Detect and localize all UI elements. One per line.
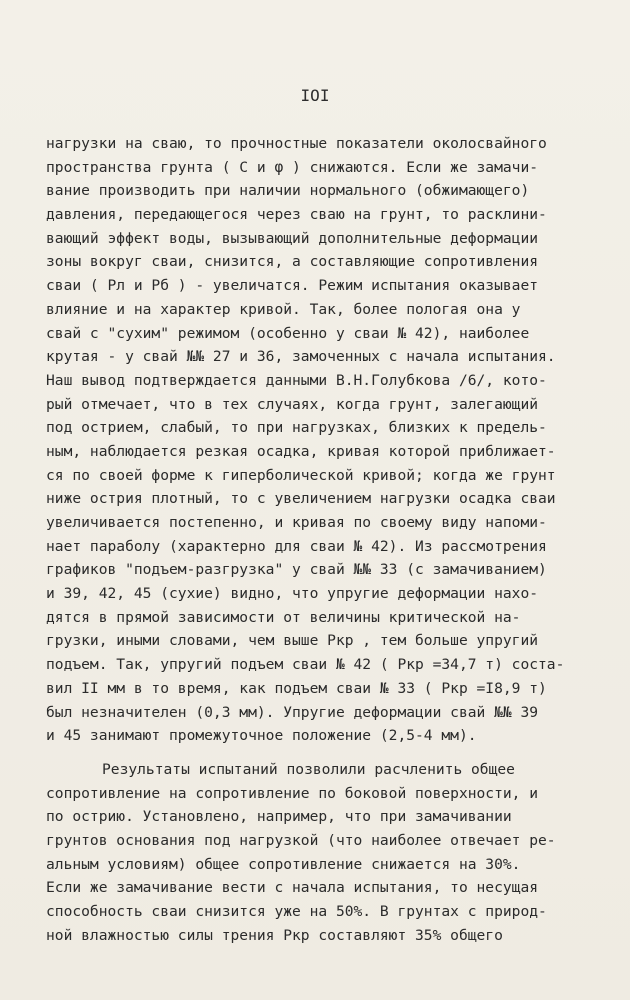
text-line: ся по своей форме к гиперболической кривой; когда же грунт — [46, 466, 556, 484]
text-line: увеличивается постепенно, и кривая по своему виду напоми- — [46, 514, 547, 531]
text-line: по острию. Установлено, например, что при замачивании — [46, 808, 512, 826]
text-line: подъем. Так, упругий подъем сваи № 42 ( Pкр =34,7 т) соста- — [46, 656, 565, 674]
text-line: рый отмечает, что в тех случаях, когда грунт, залегающий — [46, 395, 539, 413]
text-line: ниже острия плотный, то с увеличением нагрузки осадка сваи — [46, 490, 556, 508]
text-line: дятся в прямой зависимости от величины критической на- — [46, 608, 521, 626]
text-line: нает параболу (характерно для сваи № 42). Из рассмотрения — [46, 537, 547, 555]
text-line: Если же замачивание вести с начала испытания, то несущая — [46, 879, 539, 897]
text-line: ным, наблюдается резкая осадка, кривая которой приближает- — [46, 442, 556, 460]
text-line: пространства грунта ( C и φ ) снижаются. Если же замачи- — [46, 158, 539, 176]
text-line: вил II мм в то время, как подъем сваи № 33 ( Pкр =I8,9 т) — [46, 679, 547, 697]
text-line: ной влажностью силы трения Pкр составляют 35% общего — [46, 926, 503, 944]
text-line: сопротивление на сопротивление по боковой поверхности, и — [46, 784, 539, 802]
text-line: зоны вокруг сваи, снизится, а составляющие сопротивления — [46, 253, 539, 271]
text-line: Результаты испытаний позволили расчленить общее — [102, 760, 515, 778]
page-number: IOI — [300, 86, 330, 105]
text-line: крутая - у свай №№ 27 и 36, замоченных с начала испытания. — [46, 348, 556, 366]
body-text — [46, 132, 586, 947]
text-line: давления, передающегося через сваю на грунт, то расклини- — [46, 206, 547, 224]
text-line: грунтов основания под нагрузкой (что наиболее отвечает ре- — [46, 831, 556, 849]
paragraph-gap — [46, 748, 586, 758]
text-line: вающий эффект воды, вызывающий дополнительные деформации — [46, 229, 539, 247]
text-line: и 39, 42, 45 (сухие) видно, что упругие деформации нахо- — [46, 585, 539, 603]
text-line: был незначителен (0,3 мм). Упругие деформации свай №№ 39 — [46, 703, 539, 721]
text-line: Наш вывод подтверждается данными В.Н.Голубкова /6/, кото- — [46, 371, 547, 389]
text-line: свай с "сухим" режимом (особенно у сваи № 42), наиболее — [46, 324, 530, 342]
text-line: сваи ( Pл и Pб ) - увеличатся. Режим испытания оказывает — [46, 277, 539, 295]
text-line: и 45 занимают промежуточное положение (2,5-4 мм). — [46, 727, 477, 745]
text-line: способность сваи снизится уже на 50%. В грунтах с природ- — [46, 903, 547, 920]
text-line: альным условиям) общее сопротивление снижается на 30%. — [46, 855, 521, 873]
text-line: графиков "подъем-разгрузка" у свай №№ 33 (с замачиванием) — [46, 561, 547, 579]
text-line: вание производить при наличии нормального (обжимающего) — [46, 182, 530, 200]
text-line: влияние и на характер кривой. Так, более пологая она у — [46, 300, 521, 318]
text-line: грузки, иными словами, чем выше Pкр , тем больше упругий — [46, 632, 539, 650]
text-line: нагрузки на сваю, то прочностные показатели околосвайного — [46, 135, 547, 152]
text-line: под острием, слабый, то при нагрузках, близких к предель- — [46, 419, 547, 437]
